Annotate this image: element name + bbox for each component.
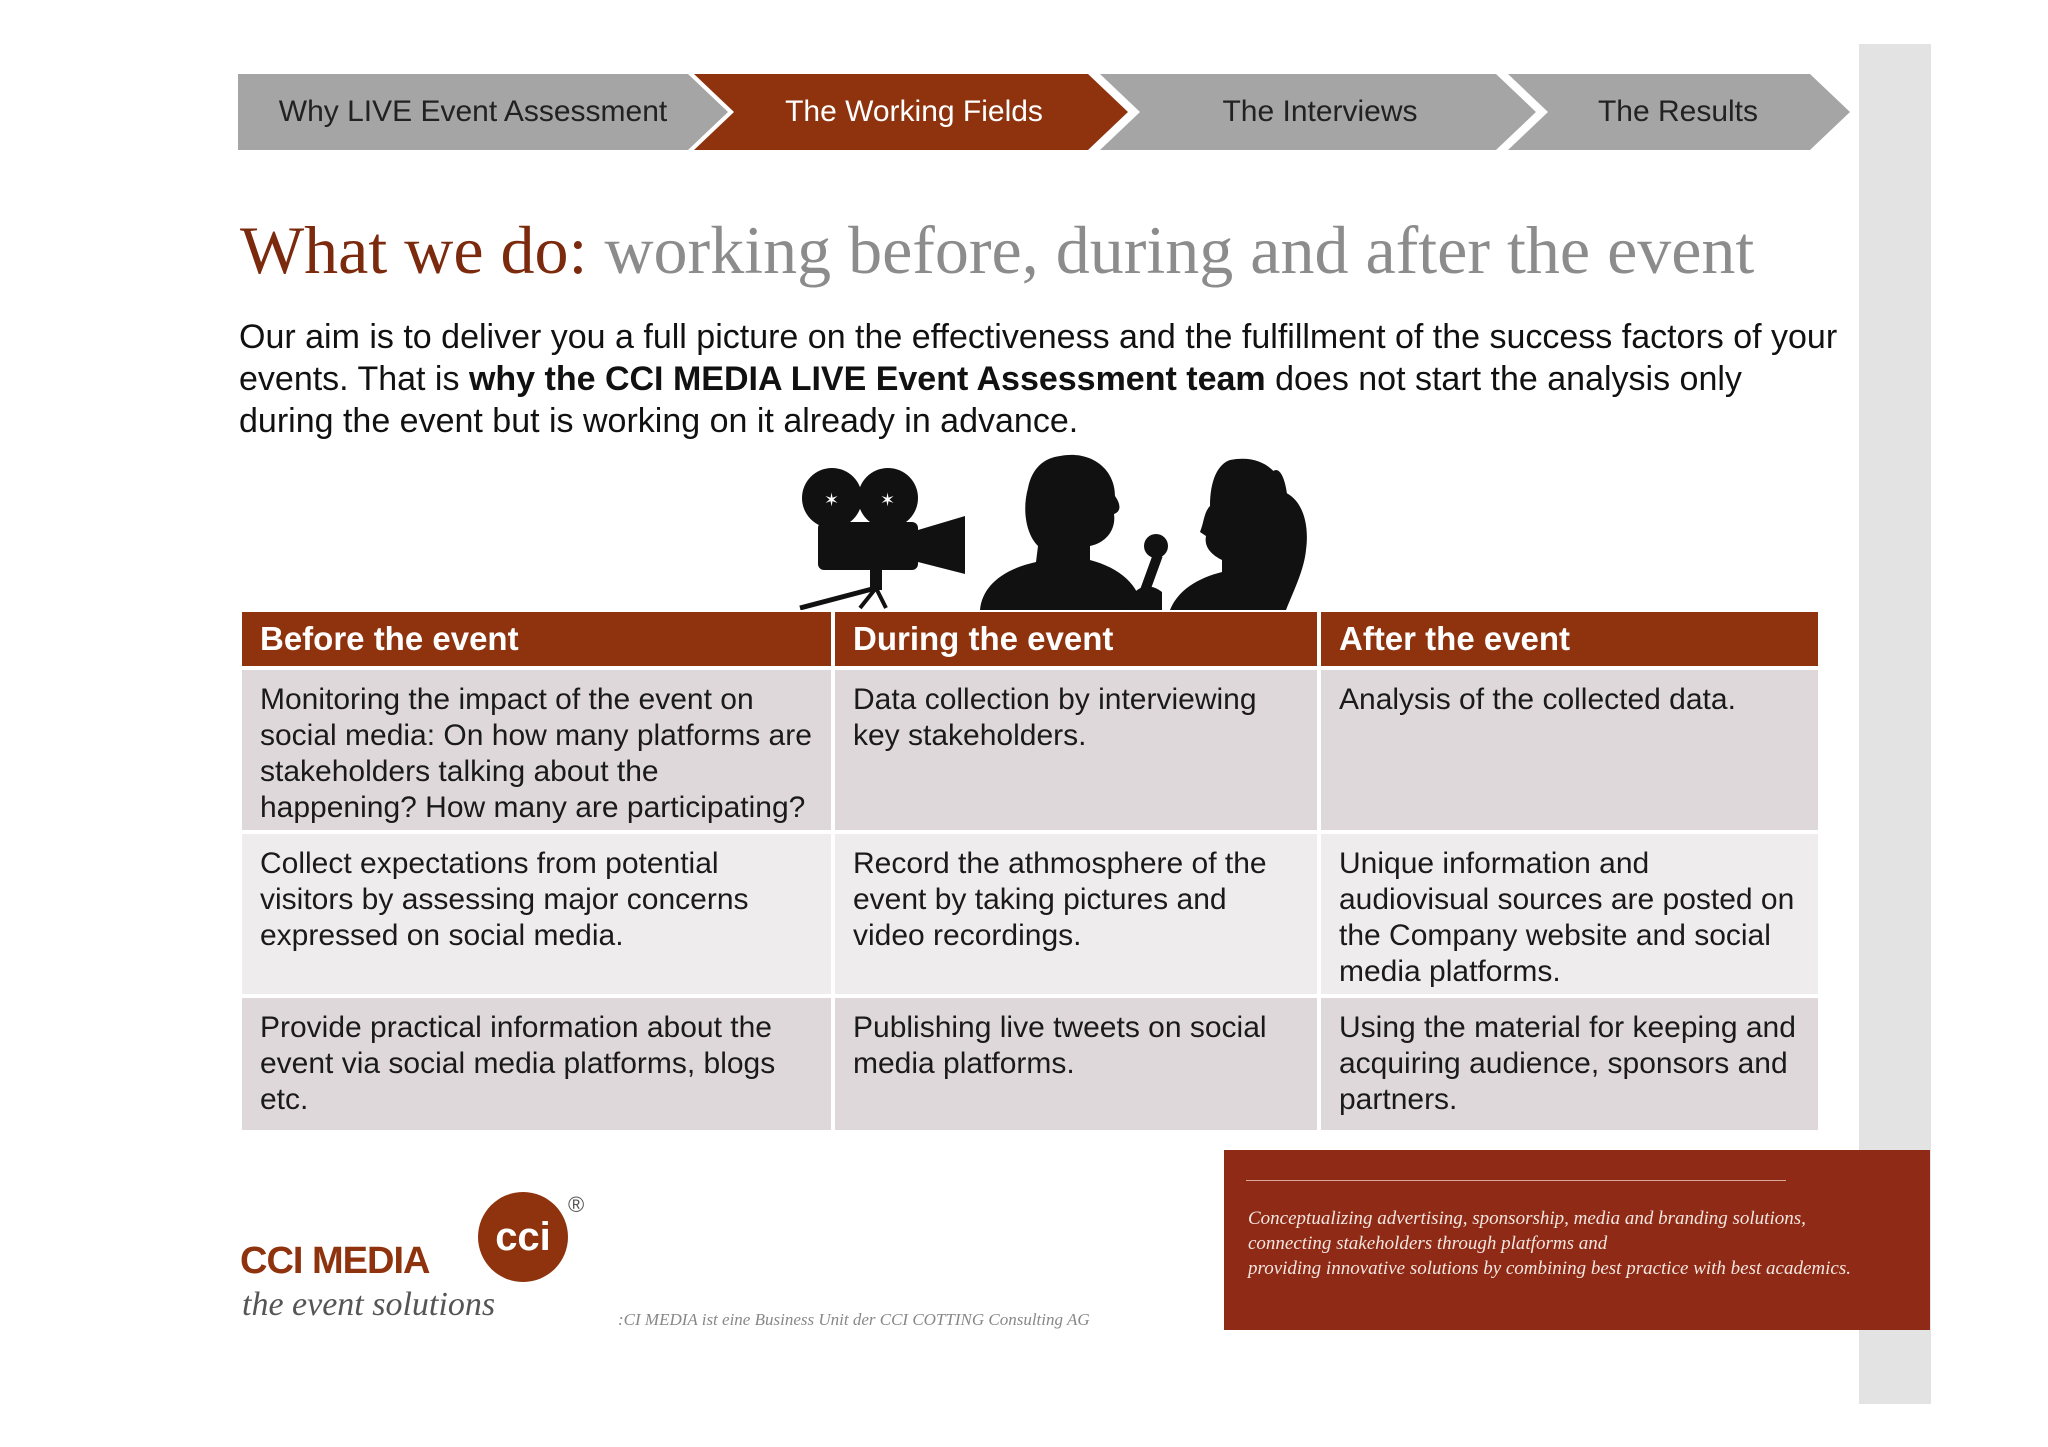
business-unit-footnote: :CI MEDIA ist eine Business Unit der CCI COTTING Consulting AG xyxy=(618,1310,1090,1329)
step-working-fields[interactable] xyxy=(714,74,1114,150)
logo-name: CCI MEDIA xyxy=(240,1240,430,1282)
table-cell: Provide practical information about the event via social media platforms, blogs etc. xyxy=(240,996,833,1132)
table-cell: Using the material for keeping and acquiring audience, sponsors and partners. xyxy=(1319,996,1820,1132)
svg-text:✶: ✶ xyxy=(824,490,840,511)
slogan-box xyxy=(1224,1150,1930,1330)
film-camera-icon xyxy=(800,468,965,608)
step-label: The Working Fields xyxy=(785,95,1043,128)
table-cell: Analysis of the collected data. xyxy=(1319,668,1820,832)
slogan-line: providing innovative solutions by combining best practice with best academics. xyxy=(1248,1258,1851,1279)
man-silhouette-icon xyxy=(980,455,1142,610)
logo-mark-glyph xyxy=(478,1192,568,1282)
intro-bold: why the CCI MEDIA LIVE Event Assessment team xyxy=(468,360,1266,398)
table-row xyxy=(240,996,1820,1132)
registered-mark: ® xyxy=(568,1192,585,1217)
slogan-line: connecting stakeholders through platforms and xyxy=(1248,1233,1608,1254)
logo-tagline: the event solutions xyxy=(242,1286,496,1323)
table-cell: Publishing live tweets on social media platforms. xyxy=(833,996,1319,1132)
step-why-live-event-assessment[interactable] xyxy=(238,74,708,150)
header-before-event: Before the event xyxy=(240,610,833,668)
table-cell: Monitoring the impact of the event on social media: On how many platforms are stakeholders talking about the happening? How many are participating? xyxy=(240,668,833,832)
title-rest: working before, during and after the event xyxy=(604,212,1755,288)
table-cell: Record the athmosphere of the event by taking pictures and video recordings. xyxy=(833,832,1319,996)
illustration xyxy=(790,450,1390,610)
step-label: The Interviews xyxy=(1222,95,1418,128)
title-lead: What we do: xyxy=(240,212,588,288)
cci-logo-mark-icon xyxy=(478,1192,568,1282)
table-cell: Collect expectations from potential visitors by assessing major concerns expressed on social media. xyxy=(240,832,833,996)
divider xyxy=(1246,1180,1786,1181)
svg-text:✶: ✶ xyxy=(880,490,896,511)
woman-with-microphone-icon xyxy=(1122,459,1307,610)
intro-paragraph xyxy=(239,316,1839,442)
header-after-event: After the event xyxy=(1319,610,1820,668)
slogan-line: Conceptualizing advertising, sponsorship, media and branding solutions, xyxy=(1248,1208,1806,1229)
step-label: The Results xyxy=(1597,95,1759,128)
intro-part2: does not start the analysis only during the event but is working on it already in advance. xyxy=(239,360,1742,440)
table-cell: Unique information and audiovisual sources are posted on the Company website and social media platforms. xyxy=(1319,832,1820,996)
intro-part1: Our aim is to deliver you a full picture on the effectiveness and the fulfillment of the success factors of your events. That is xyxy=(239,318,1838,398)
table-row xyxy=(240,832,1820,996)
process-breadcrumb xyxy=(238,74,1850,150)
slogan-text xyxy=(1248,1206,1851,1281)
header-during-event: During the event xyxy=(833,610,1319,668)
page-title xyxy=(240,212,1754,288)
logo-mark-text: cci xyxy=(495,1215,551,1259)
step-results[interactable] xyxy=(1528,74,1828,150)
table-cell: Data collection by interviewing key stakeholders. xyxy=(833,668,1319,832)
table-row xyxy=(240,668,1820,832)
step-label: Why LIVE Event Assessment xyxy=(278,95,668,128)
table-header-row xyxy=(240,610,1820,668)
phases-table xyxy=(240,610,1820,1132)
step-interviews[interactable] xyxy=(1120,74,1520,150)
